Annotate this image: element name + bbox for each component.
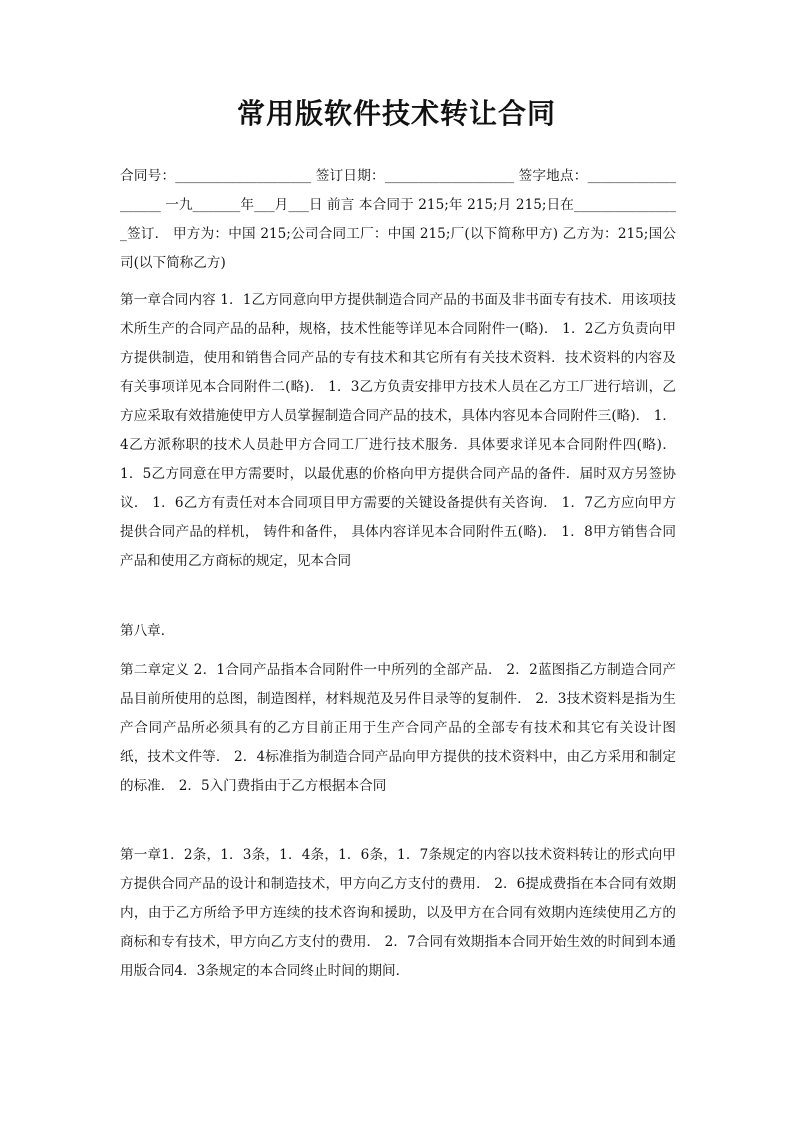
chapter8-line: 第八章．	[120, 623, 175, 639]
document-title: 常用版软件技术转让合同	[236, 97, 556, 130]
contract-header-paragraph: 合同号：____________________ 签订日期：___________________ 签字地点：___________________ 一九_______年___月___日 前言 本合同于 215;年 215;月 215;日在________________签订． 甲方为：中国 215;公司合同工厂：中国 215;厂(以下简称甲方) 乙方为：215;国公司(以下简称乙方)	[120, 168, 676, 271]
chapter1-contract-content-paragraph: 第一章合同内容 1．1乙方同意向甲方提供制造合同产品的书面及非书面专有技术．用该项技术所生产的合同产品的品种，规格，技术性能等详见本合同附件一(略)． 1．2乙方负责向甲方提供制造，使用和销售合同产品的专有技术和其它所有有关技术资料．技术资料的内容及有关事项详见本合同附件二(略)． 1．3乙方负责安排甲方技术人员在乙方工厂进行培训，乙方应采取有效措施使甲方人员掌握制造合同产品的技术，具体内容见本合同附件三(略)． 1．4乙方派称职的技术人员赴甲方合同工厂进行技术服务．具体要求详见本合同附件四(略)． 1．5乙方同意在甲方需要时，以最优惠的价格向甲方提供合同产品的备件．届时双方另签协议． 1．6乙方有责任对本合同项目甲方需要的关键设备提供有关咨询． 1．7乙方应向甲方提供合同产品的样机， 铸件和备件， 具体内容详见本合同附件五(略)． 1．8甲方销售合同产品和使用乙方商标的规定，见本合同	[120, 292, 676, 569]
chapter2-definitions-paragraph: 第二章定义 2．1合同产品指本合同附件一中所列的全部产品． 2．2蓝图指乙方制造合同产品目前所使用的总图，制造图样，材料规范及另件目录等的复制件． 2．3技术资料是指为生产合同产品所必须具有的乙方目前正用于生产合同产品的全部专有技术和其它有关设计图纸，技术文件等． 2．4标准指为制造合同产品向甲方提供的技术资料中，由乙方采用和制定的标准． 2．5入门费指由于乙方根据本合同	[120, 662, 676, 794]
chapter1-fees-paragraph: 第一章1．2条，1．3条，1．4条，1．6条，1．7条规定的内容以技术资料转让的形式向甲方提供合同产品的设计和制造技术，甲方向乙方支付的费用． 2．6提成费指在本合同有效期内，由于乙方所给予甲方连续的技术咨询和援助，以及甲方在合同有效期内连续使用乙方的商标和专有技术，甲方向乙方支付的费用． 2．7合同有效期指本合同开始生效的时间到本通用版合同4．3条规定的本合同终止时间的期间．	[120, 847, 676, 979]
